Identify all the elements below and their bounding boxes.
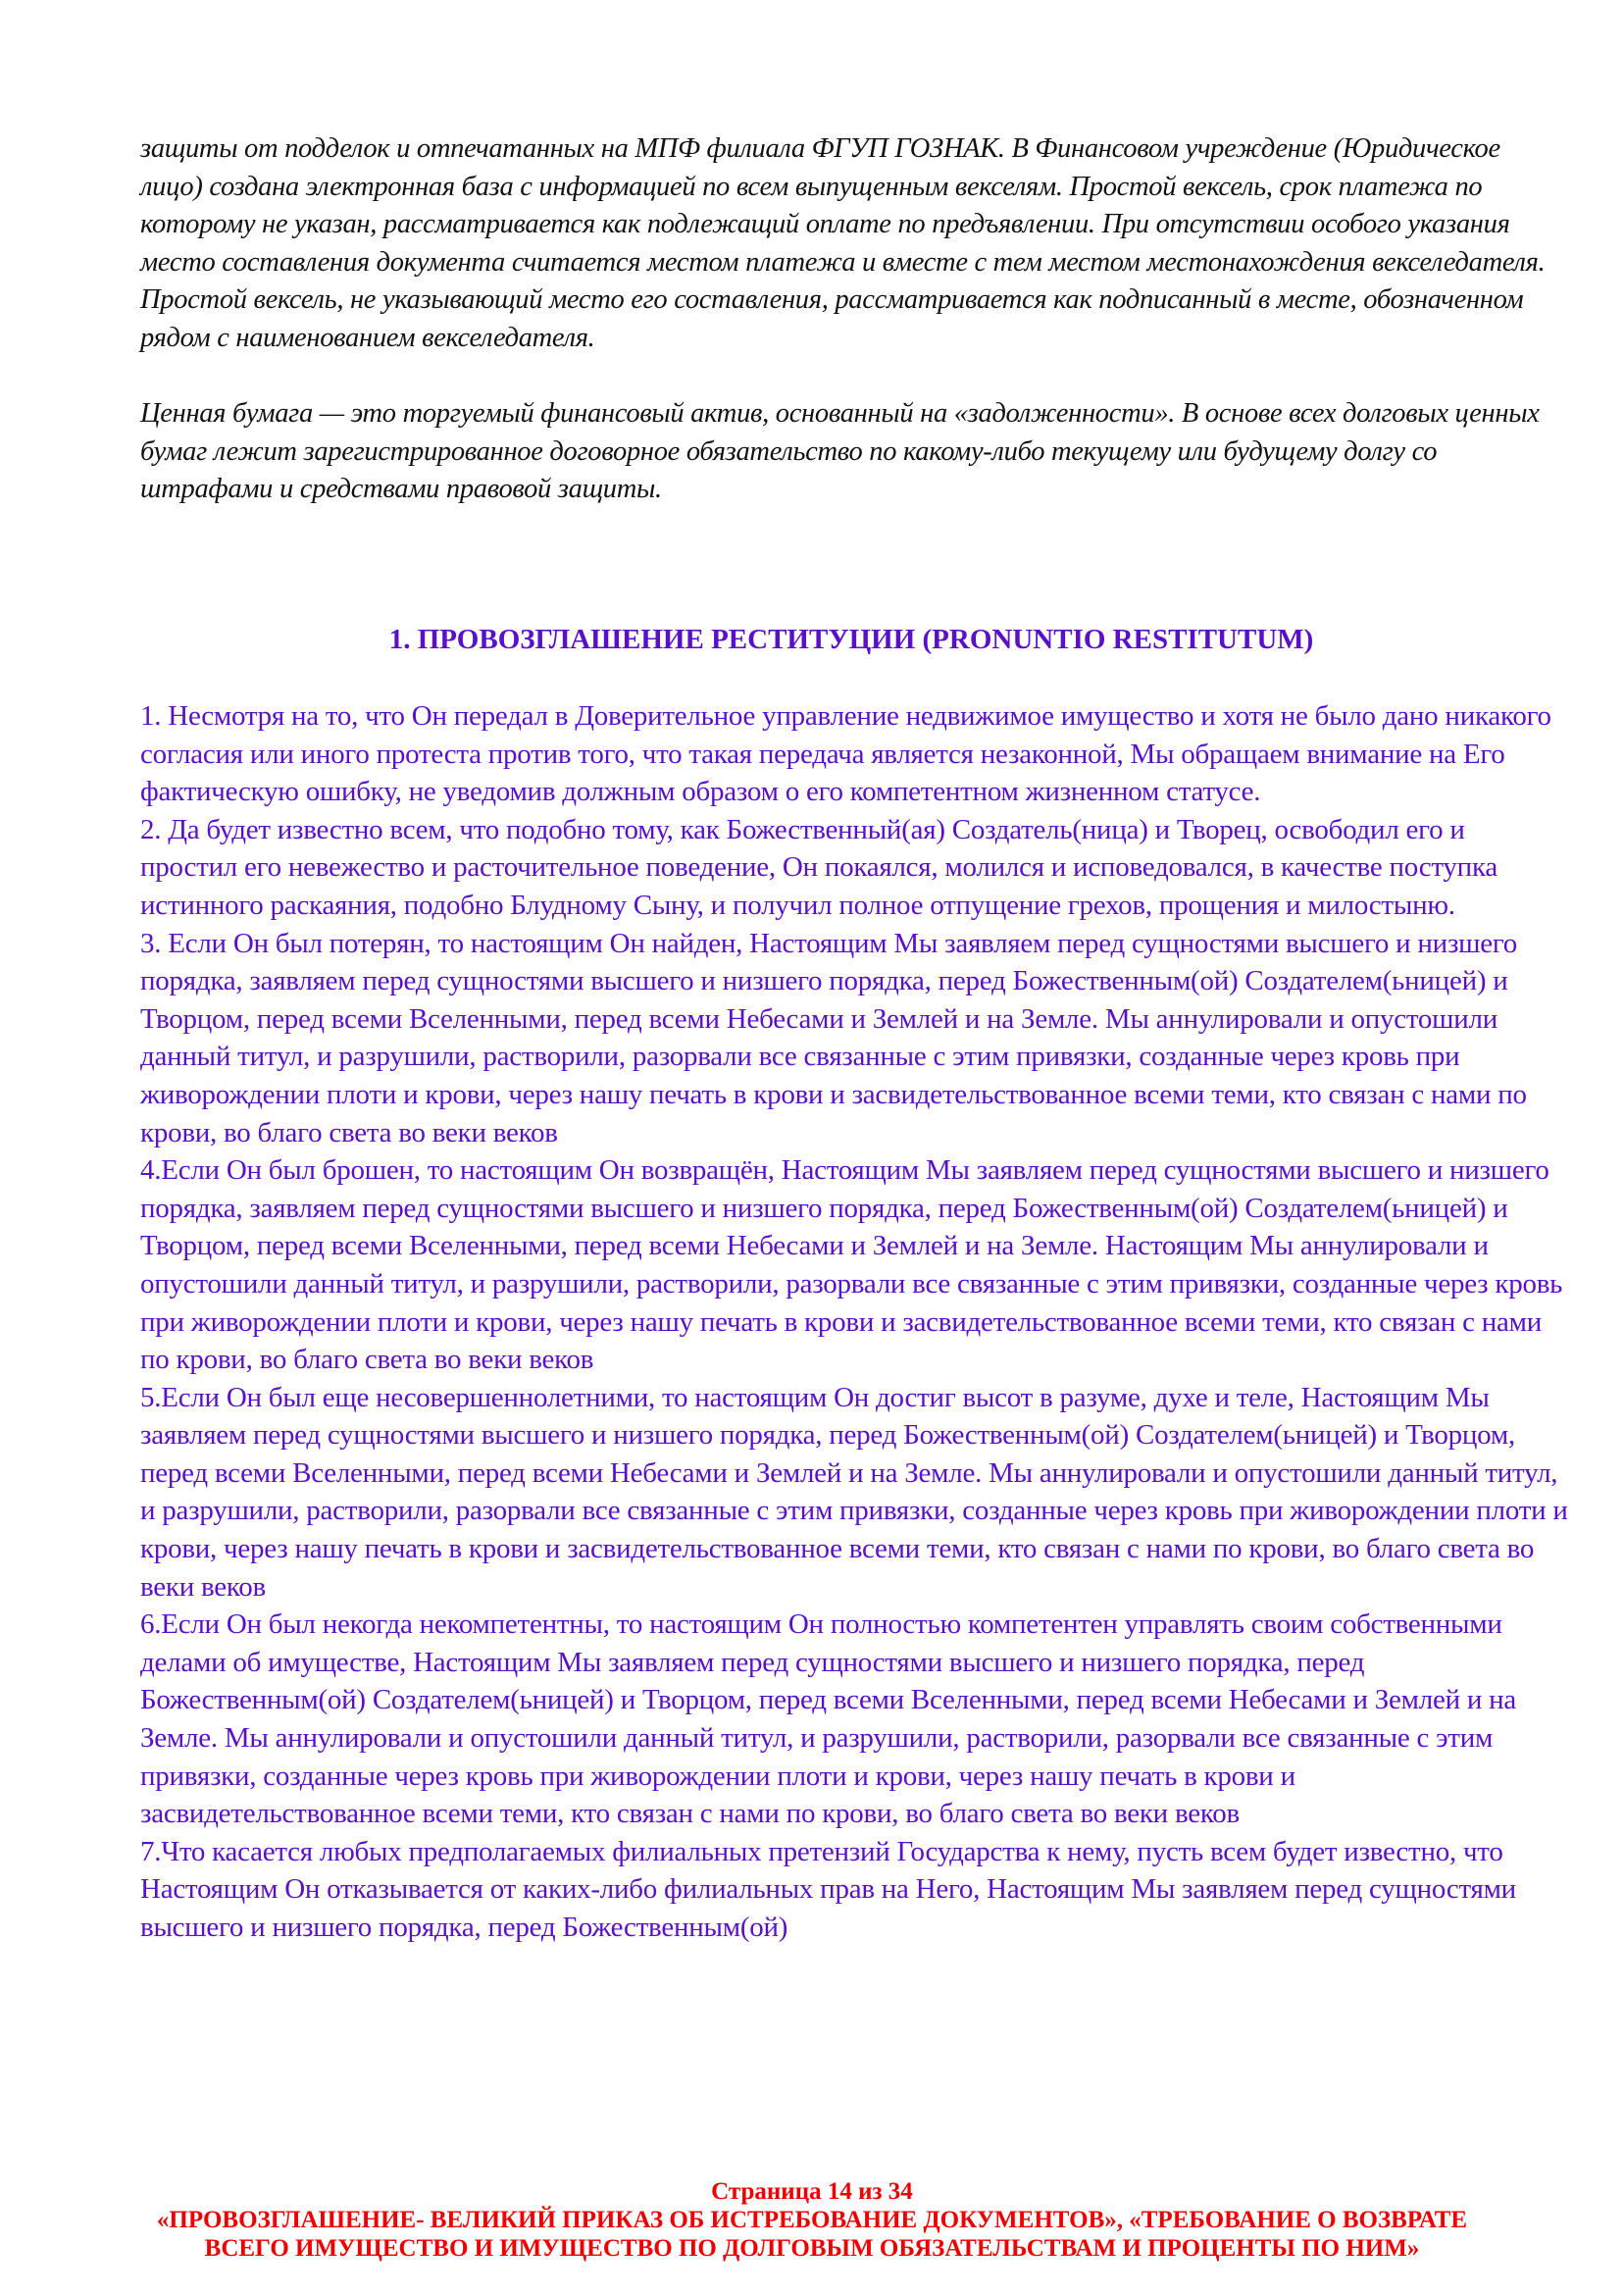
numbered-paragraph: 1. Несмотря на то, что Он передал в Доверительное управление недвижимое имущество и хотя не было дано никакого согласия или иного протеста против того, что такая передача является незаконной, Мы обращаем внимание на Его фактическую ошибку, не уведомив должным образом о его компетентном жизненном статусе. xyxy=(140,700,1551,808)
numbered-paragraph: 3. Если Он был потерян, то настоящим Он найден, Настоящим Мы заявляем перед сущностями высшего и низшего порядка, заявляем перед сущностями высшего и низшего порядка, перед Божественным(ой) Создателем(ьницей) и Творцом, перед всеми Вселенными, перед всеми Небесами и Землей и на Земле. Мы аннулировали и опустошили данный титул, и разрушили, растворили, разорвали все связанные с этим привязки, созданные через кровь при живорождении плоти и крови, через нашу печать в крови и засвидетельствованное всеми теми, кто связан с нами по крови, во благо света во веки веков xyxy=(140,927,1527,1148)
page-number: Страница 14 из 34 xyxy=(711,2178,913,2205)
intro-paragraph: защиты от подделок и отпечатанных на МПФ филиала ФГУП ГОЗНАК. В Финансовом учреждение (Юридическое лицо) создана электронная база с информацией по всем выпущенным векселям. Простой вексель, срок платежа по которому не указан, рассматривается как подлежащий оплате по предъявлении. При отсутствии особого указания место составления документа считается местом платежа и вместе с тем местом местонахождения векселедателя. Простой вексель, не указывающий место его составления, рассматривается как подписанный в месте, обозначенном рядом с наименованием векселедателя. xyxy=(140,133,1546,353)
document-title: «ПРОВОЗГЛАШЕНИЕ- ВЕЛИКИЙ ПРИКАЗ ОБ ИСТРЕБОВАНИЕ ДОКУМЕНТОВ», «ТРЕБОВАНИЕ О ВОЗВРАТЕ ВСЕГО ИМУЩЕСТВО И ИМУЩЕСТВО ПО ДОЛГОВЫМ ОБЯЗАТЕЛЬСТВАМ И ПРОЦЕНТЫ ПО НИМ» xyxy=(156,2207,1468,2262)
numbered-paragraph: 4.Если Он был брошен, то настоящим Он возвращён, Настоящим Мы заявляем перед сущностями высшего и низшего порядка, заявляем перед сущностями высшего и низшего порядка, перед Божественным(ой) Создателем(ьницей) и Творцом, перед всеми Вселенными, перед всеми Небесами и Землей и на Земле. Настоящим Мы аннулировали и опустошили данный титул, и разрушили, растворили, разорвали все связанные с этим привязки, созданные через кровь при живорождении плоти и крови, через нашу печать в крови и засвидетельствованное всеми теми, кто связан с нами по крови, во благо света во веки веков xyxy=(140,1154,1563,1376)
numbered-paragraph: 6.Если Он был некогда некомпетентны, то настоящим Он полностью компетентен управлять своим собственными делами об имуществе, Настоящим Мы заявляем перед сущностями высшего и низшего порядка, перед Божественным(ой) Создателем(ьницей) и Творцом, перед всеми Вселенными, перед всеми Небесами и Землей и на Земле. Мы аннулировали и опустошили данный титул, и разрушили, растворили, разорвали все связанные с этим привязки, созданные через кровь при живорождении плоти и крови, через нашу печать в крови и засвидетельствованное всеми теми, кто связан с нами по крови, во благо света во веки веков xyxy=(140,1608,1517,1830)
intro-text xyxy=(140,130,1562,509)
section-heading: 1. ПРОВОЗГЛАШЕНИЕ РЕСТИТУЦИИ (PRONUNTIO RESTITUTUM) xyxy=(388,624,1314,655)
numbered-paragraph: 2. Да будет известно всем, что подобно тому, как Божественный(ая) Создатель(ница) и Творец, освободил его и простил его невежество и расточительное поведение, Он покаялся, молился и исповедовался, в качестве поступка истинного раскаяния, подобно Блудному Сыну, и получил полное отпущение грехов, прощения и милостыню. xyxy=(140,813,1497,921)
intro-paragraph: Ценная бумага — это торгуемый финансовый актив, основанный на «задолженности». В основе всех долговых ценных бумаг лежит зарегистрированное договорное обязательство по какому-либо текущему или будущему долгу со штрафами и средствами правовой защиты. xyxy=(140,398,1540,505)
numbered-paragraph: 5.Если Он был еще несовершеннолетними, то настоящим Он достиг высот в разуме, духе и теле, Настоящим Мы заявляем перед сущностями высшего и низшего порядка, перед Божественным(ой) Создателем(ьницей) и Творцом, перед всеми Вселенными, перед всеми Небесами и Землей и на Земле. Мы аннулировали и опустошили данный титул, и разрушили, растворили, разорвали все связанные с этим привязки, созданные через кровь при живорождении плоти и крови, через нашу печать в крови и засвидетельствованное всеми теми, кто связан с нами по крови, во благо света во веки веков xyxy=(140,1381,1568,1603)
section-body xyxy=(140,697,1568,1947)
numbered-paragraph: 7.Что касается любых предполагаемых филиальных претензий Государства к нему, пусть всем будет известно, что Настоящим Он отказывается от каких-либо филиальных прав на Него, Настоящим Мы заявляем перед сущностями высшего и низшего порядка, перед Божественным(ой) xyxy=(140,1835,1516,1943)
page-footer xyxy=(118,2177,1506,2263)
